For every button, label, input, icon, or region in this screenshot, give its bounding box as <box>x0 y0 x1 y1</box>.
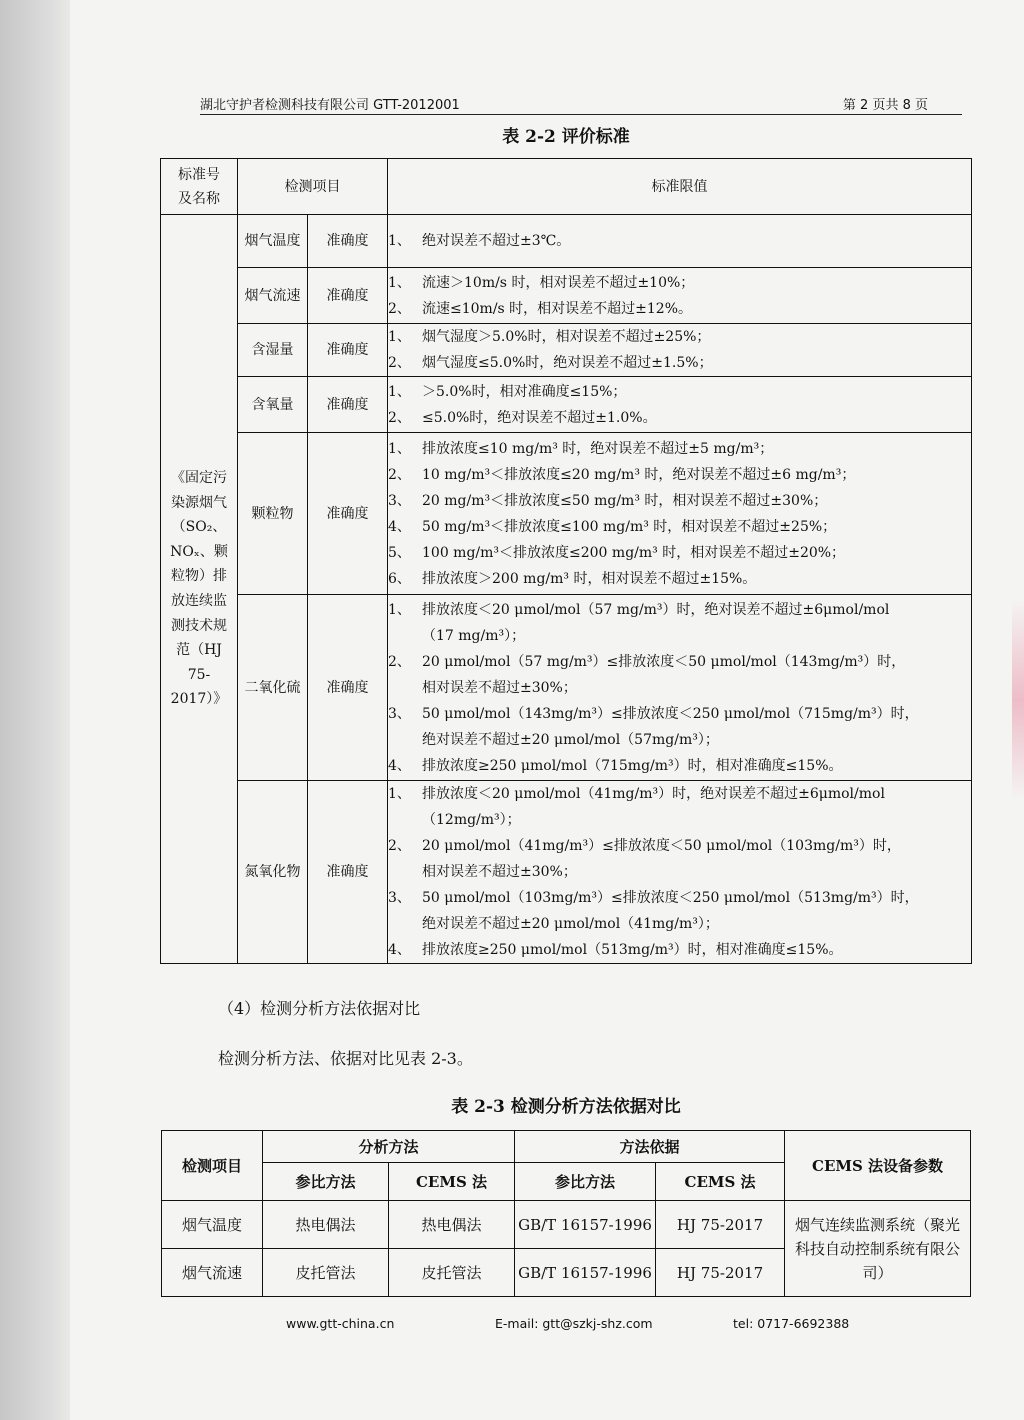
test-metric: 准确度 <box>308 433 388 595</box>
limit-text: 50 μmol/mol（143mg/m³）≤排放浓度＜250 μmol/mol（715mg/m³）时， <box>422 705 919 722</box>
limit-line <box>388 623 971 649</box>
cmp-header-item: 检测项目 <box>162 1131 263 1201</box>
limit-values <box>388 595 972 781</box>
table-row <box>161 377 972 433</box>
limit-number: 1、 <box>388 601 411 618</box>
limit-line <box>388 566 971 592</box>
test-metric: 准确度 <box>308 595 388 781</box>
cmp-cems-method: 热电偶法 <box>389 1201 515 1249</box>
limit-text: （17 mg/m³）； <box>422 627 526 644</box>
limit-line <box>388 937 971 963</box>
limit-number: 6、 <box>388 570 411 587</box>
limit-values <box>388 781 972 964</box>
limit-number: 3、 <box>388 705 411 722</box>
cmp-item: 烟气流速 <box>162 1249 263 1297</box>
test-item: 二氧化硫 <box>238 595 308 781</box>
test-item: 烟气温度 <box>238 215 308 268</box>
cmp-header-basis: 方法依据 <box>515 1131 785 1163</box>
limit-values <box>388 377 972 433</box>
limit-text: 排放浓度＞200 mg/m³ 时，相对误差不超过±15%。 <box>422 570 757 587</box>
footer-website[interactable]: www.gtt-china.cn <box>286 1316 395 1331</box>
cmp-header-ref-basis: 参比方法 <box>515 1163 656 1201</box>
table-2-3-title: 表 2-3 检测分析方法依据对比 <box>451 1097 681 1117</box>
limit-line <box>388 753 971 779</box>
cmp-cems-method: 皮托管法 <box>389 1249 515 1297</box>
limit-text: 排放浓度≤10 mg/m³ 时，绝对误差不超过±5 mg/m³； <box>422 440 774 457</box>
limit-line <box>388 859 971 885</box>
limit-line <box>388 701 971 727</box>
limit-number: 3、 <box>388 890 411 906</box>
cmp-cems-basis: HJ 75-2017 <box>656 1249 785 1297</box>
limit-number: 1、 <box>388 329 411 345</box>
header-item: 检测项目 <box>238 159 388 215</box>
table-row <box>161 595 972 781</box>
limit-line <box>388 885 971 911</box>
limit-values <box>388 268 972 324</box>
limit-number: 4、 <box>388 518 411 535</box>
cmp-item: 烟气温度 <box>162 1201 263 1249</box>
limit-number: 3、 <box>388 492 411 509</box>
header-company: 湖北守护者检测科技有限公司 GTT-2012001 <box>200 98 460 113</box>
limit-number: 2、 <box>388 409 411 426</box>
limit-line <box>388 781 971 807</box>
limit-values <box>388 433 972 595</box>
limit-line <box>388 379 971 405</box>
limit-number: 5、 <box>388 544 411 561</box>
cmp-equipment: 烟气连续监测系统（聚光科技自动控制系统有限公司） <box>785 1201 971 1297</box>
limit-number: 4、 <box>388 757 411 774</box>
limit-text: 排放浓度≥250 μmol/mol（513mg/m³）时，相对准确度≤15%。 <box>422 942 843 958</box>
cmp-ref-method: 热电偶法 <box>263 1201 389 1249</box>
table-row <box>161 781 972 964</box>
table-row <box>162 1201 971 1249</box>
standard-rows <box>161 215 972 964</box>
limit-line <box>388 228 971 254</box>
page-header <box>200 92 962 115</box>
test-metric: 准确度 <box>308 324 388 377</box>
evaluation-standard-table <box>160 158 972 964</box>
table-header-row <box>161 159 972 215</box>
test-item: 氮氧化物 <box>238 781 308 964</box>
header-page-number: 第 2 页共 8 页 <box>842 98 928 113</box>
limit-line <box>388 462 971 488</box>
limit-line <box>388 350 971 376</box>
limit-line <box>388 488 971 514</box>
limit-number: 4、 <box>388 942 411 958</box>
limit-number: 1、 <box>388 233 411 249</box>
limit-line <box>388 911 971 937</box>
limit-number: 1、 <box>388 786 411 802</box>
limit-line <box>388 540 971 566</box>
limit-text: 排放浓度＜20 μmol/mol（57 mg/m³）时，绝对误差不超过±6μmol/mol <box>422 601 890 618</box>
table-row <box>161 433 972 595</box>
table-row <box>161 268 972 324</box>
limit-text: 绝对误差不超过±20 μmol/mol（41mg/m³）； <box>422 916 719 932</box>
footer-phone: tel: 0717-6692388 <box>733 1316 850 1331</box>
limit-line <box>388 649 971 675</box>
limit-text: 50 μmol/mol（103mg/m³）≤排放浓度＜250 μmol/mol（513mg/m³）时， <box>422 890 919 906</box>
limit-text: 流速≤10m/s 时，相对误差不超过±12%。 <box>422 300 693 317</box>
test-item: 含氧量 <box>238 377 308 433</box>
limit-text: （12mg/m³）； <box>422 812 521 828</box>
test-item: 烟气流速 <box>238 268 308 324</box>
limit-line <box>388 597 971 623</box>
limit-number: 1、 <box>388 274 411 291</box>
limit-values <box>388 324 972 377</box>
cmp-header-row-1 <box>162 1131 971 1163</box>
cmp-ref-basis: GB/T 16157-1996 <box>515 1249 656 1297</box>
footer-email[interactable]: E-mail: gtt@szkj-shz.com <box>495 1316 653 1331</box>
limit-text: 20 μmol/mol（41mg/m³）≤排放浓度＜50 μmol/mol（103mg/m³）时， <box>422 838 901 854</box>
limit-text: 相对误差不超过±30%； <box>422 679 577 696</box>
limit-line <box>388 270 971 296</box>
limit-text: 20 mg/m³＜排放浓度≤50 mg/m³ 时，相对误差不超过±30%； <box>422 492 828 509</box>
limit-text: 绝对误差不超过±3℃。 <box>422 233 571 249</box>
method-comparison-table <box>161 1130 971 1297</box>
limit-line <box>388 833 971 859</box>
header-std-line1: 标准号 <box>178 166 220 183</box>
section-heading: （4）检测分析方法依据对比 <box>218 999 421 1018</box>
test-item: 含湿量 <box>238 324 308 377</box>
limit-line <box>388 296 971 322</box>
section-body: 检测分析方法、依据对比见表 2-3。 <box>218 1049 473 1068</box>
limit-text: 排放浓度＜20 μmol/mol（41mg/m³）时，绝对误差不超过±6μmol/mol <box>422 786 885 802</box>
limit-number: 2、 <box>388 838 411 854</box>
limit-text: 排放浓度≥250 μmol/mol（715mg/m³）时，相对准确度≤15%。 <box>422 757 843 774</box>
limit-values <box>388 215 972 268</box>
header-limit: 标准限值 <box>388 159 972 215</box>
limit-line <box>388 807 971 833</box>
test-item: 颗粒物 <box>238 433 308 595</box>
header-std-line2: 及名称 <box>178 190 220 207</box>
cmp-header-method: 分析方法 <box>263 1131 515 1163</box>
limit-line <box>388 405 971 431</box>
table-2-2-title: 表 2-2 评价标准 <box>502 127 630 147</box>
cmp-header-equipment: CEMS 法设备参数 <box>785 1131 971 1201</box>
table-row <box>161 215 972 268</box>
limit-text: 烟气湿度＞5.0%时，相对误差不超过±25%； <box>422 329 711 345</box>
limit-text: 绝对误差不超过±20 μmol/mol（57mg/m³）； <box>422 731 719 748</box>
cmp-cems-basis: HJ 75-2017 <box>656 1201 785 1249</box>
cmp-header-ref: 参比方法 <box>263 1163 389 1201</box>
cmp-header-cems-basis: CEMS 法 <box>656 1163 785 1201</box>
cmp-header-cems: CEMS 法 <box>389 1163 515 1201</box>
limit-text: 100 mg/m³＜排放浓度≤200 mg/m³ 时，相对误差不超过±20%； <box>422 544 846 561</box>
standard-name: 《固定污染源烟气（SO₂、NOₓ、颗粒物）排放连续监测技术规范（HJ 75-2017）》 <box>161 215 238 964</box>
limit-text: 20 μmol/mol（57 mg/m³）≤排放浓度＜50 μmol/mol（143mg/m³）时， <box>422 653 906 670</box>
limit-text: ≤5.0%时，绝对误差不超过±1.0%。 <box>422 409 657 426</box>
test-metric: 准确度 <box>308 781 388 964</box>
test-metric: 准确度 <box>308 268 388 324</box>
limit-text: 烟气湿度≤5.0%时，绝对误差不超过±1.5%； <box>422 355 713 371</box>
seal-mark <box>1012 600 1024 800</box>
limit-number: 2、 <box>388 466 411 483</box>
limit-text: 50 mg/m³＜排放浓度≤100 mg/m³ 时，相对误差不超过±25%； <box>422 518 837 535</box>
limit-number: 2、 <box>388 300 411 317</box>
limit-number: 2、 <box>388 653 411 670</box>
limit-number: 1、 <box>388 383 411 400</box>
table-row <box>161 324 972 377</box>
limit-text: ＞5.0%时，相对准确度≤15%； <box>422 383 627 400</box>
limit-number: 1、 <box>388 440 411 457</box>
limit-text: 10 mg/m³＜排放浓度≤20 mg/m³ 时，绝对误差不超过±6 mg/m³； <box>422 466 856 483</box>
cmp-ref-method: 皮托管法 <box>263 1249 389 1297</box>
limit-line <box>388 324 971 350</box>
limit-number: 2、 <box>388 355 411 371</box>
limit-line <box>388 727 971 753</box>
limit-line <box>388 514 971 540</box>
limit-text: 相对误差不超过±30%； <box>422 864 577 880</box>
test-metric: 准确度 <box>308 377 388 433</box>
binding-spine <box>0 0 70 1420</box>
test-metric: 准确度 <box>308 215 388 268</box>
limit-text: 流速＞10m/s 时，相对误差不超过±10%； <box>422 274 695 291</box>
limit-line <box>388 436 971 462</box>
header-standard-name <box>161 159 238 215</box>
limit-line <box>388 675 971 701</box>
cmp-ref-basis: GB/T 16157-1996 <box>515 1201 656 1249</box>
